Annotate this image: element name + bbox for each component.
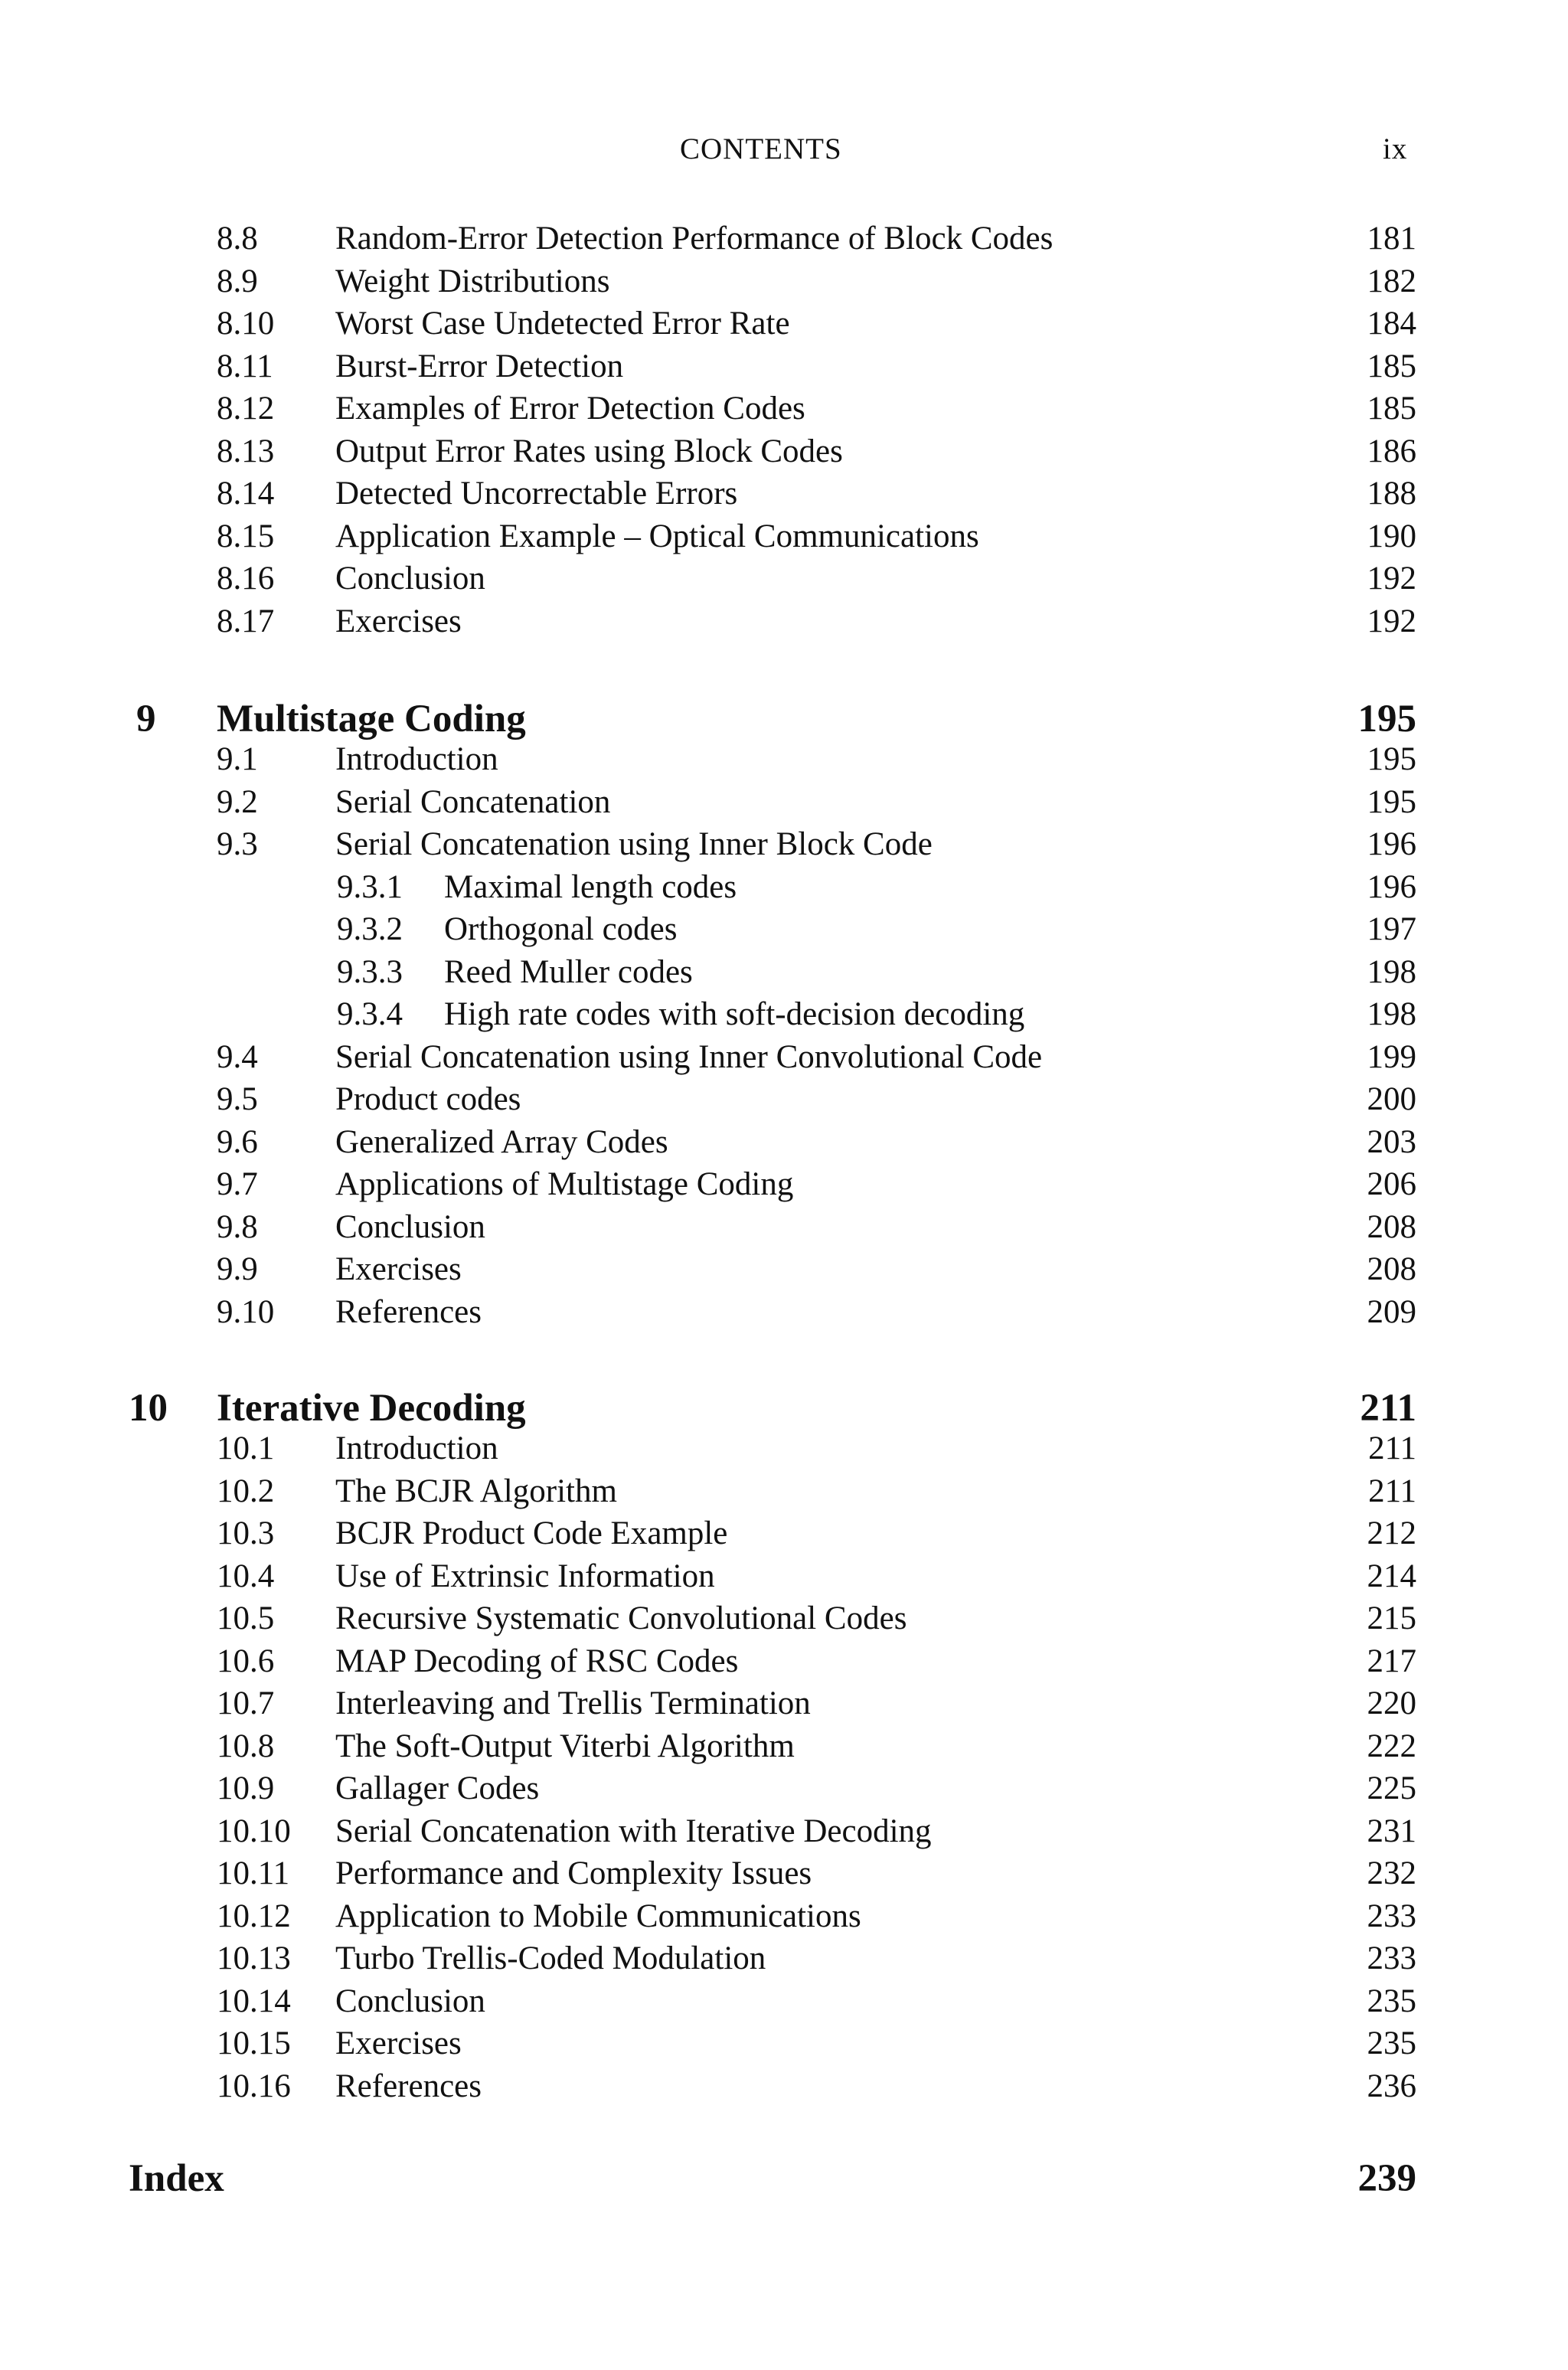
section-number: 8.14 [217, 476, 275, 512]
section-title: Applications of Multistage Coding [335, 1166, 794, 1202]
section-page: 208 [1367, 1208, 1416, 1245]
toc-entry[interactable] [0, 1725, 1416, 1768]
section-page: 232 [1367, 1855, 1416, 1891]
section-title: The BCJR Algorithm [335, 1473, 617, 1509]
section-page: 184 [1367, 306, 1416, 342]
running-header-title: CONTENTS [680, 132, 842, 165]
section-title: Exercises [335, 1251, 462, 1287]
section-page: 206 [1367, 1166, 1416, 1202]
chapter-10-heading[interactable] [0, 1383, 1416, 1433]
section-title: High rate codes with soft-decision decoding [444, 996, 1025, 1032]
section-page: 181 [1367, 221, 1416, 257]
section-page: 233 [1367, 1898, 1416, 1934]
section-title: Introduction [335, 1430, 498, 1466]
section-title: Serial Concatenation with Iterative Decoding [335, 1813, 932, 1849]
section-number: 9.9 [217, 1251, 258, 1287]
toc-entry[interactable] [0, 908, 1416, 951]
section-number: 8.17 [217, 603, 275, 639]
toc-entry[interactable] [0, 1248, 1416, 1291]
section-number: 10.11 [217, 1855, 290, 1891]
section-page: 196 [1367, 826, 1416, 862]
section-page: 212 [1367, 1515, 1416, 1551]
section-page: 208 [1367, 1251, 1416, 1287]
section-number: 8.11 [217, 348, 273, 384]
section-number: 10.12 [217, 1898, 291, 1934]
toc-entry[interactable] [0, 1163, 1416, 1206]
toc-entry[interactable] [0, 866, 1416, 909]
chapter-page: 195 [1357, 698, 1416, 740]
toc-entry[interactable] [0, 1895, 1416, 1938]
section-number: 9.1 [217, 741, 258, 777]
section-number: 10.15 [217, 2025, 291, 2061]
section-title: BCJR Product Code Example [335, 1515, 728, 1551]
section-page: 233 [1367, 1940, 1416, 1976]
toc-entry[interactable] [0, 1597, 1416, 1640]
index-title: Index [129, 2157, 224, 2200]
toc-entry[interactable] [0, 1291, 1416, 1334]
index-page: 239 [1357, 2157, 1416, 2200]
section-number: 10.13 [217, 1940, 291, 1976]
toc-entry[interactable] [0, 387, 1416, 430]
section-title: Use of Extrinsic Information [335, 1558, 715, 1594]
section-number: 8.16 [217, 561, 275, 597]
chapter-number: 10 [129, 1387, 168, 1430]
section-title: References [335, 1293, 482, 1330]
section-title: Examples of Error Detection Codes [335, 391, 805, 427]
section-page: 199 [1367, 1038, 1416, 1075]
section-title: Burst-Error Detection [335, 348, 624, 384]
section-number: 9.7 [217, 1166, 258, 1202]
section-number: 9.3.4 [337, 996, 403, 1032]
section-page: 185 [1367, 348, 1416, 384]
section-page: 200 [1367, 1081, 1416, 1117]
section-number: 9.8 [217, 1208, 258, 1245]
section-title: Exercises [335, 2025, 462, 2061]
section-title: Performance and Complexity Issues [335, 1855, 812, 1891]
section-number: 9.10 [217, 1293, 275, 1330]
section-page: 186 [1367, 433, 1416, 469]
section-title: Weight Distributions [335, 263, 610, 299]
section-page: 192 [1367, 561, 1416, 597]
section-title: Detected Uncorrectable Errors [335, 476, 738, 512]
toc-entry[interactable] [0, 951, 1416, 994]
section-number: 8.15 [217, 518, 275, 554]
chapter-9-heading[interactable] [0, 694, 1416, 744]
section-title: Serial Concatenation using Inner Block Code [335, 826, 933, 862]
section-number: 10.16 [217, 2068, 291, 2104]
section-title: Orthogonal codes [444, 911, 678, 947]
toc-entry[interactable] [0, 1078, 1416, 1121]
section-title: Random-Error Detection Performance of Block Codes [335, 221, 1054, 257]
section-number: 10.10 [217, 1813, 291, 1849]
section-number: 10.14 [217, 1983, 291, 2019]
section-page: 217 [1367, 1643, 1416, 1679]
toc-entry[interactable] [0, 1512, 1416, 1555]
section-title: Worst Case Undetected Error Rate [335, 306, 790, 342]
toc-entry[interactable] [0, 600, 1416, 643]
toc-entry[interactable] [0, 823, 1416, 866]
section-number: 9.6 [217, 1123, 258, 1160]
section-title: Conclusion [335, 1983, 485, 2019]
index-entry[interactable] [0, 2153, 1416, 2204]
section-number: 10.7 [217, 1685, 275, 1721]
section-page: 185 [1367, 391, 1416, 427]
toc-entry[interactable] [0, 1980, 1416, 2023]
section-page: 209 [1367, 1293, 1416, 1330]
section-title: Reed Muller codes [444, 953, 693, 990]
toc-entry[interactable] [0, 1427, 1416, 1470]
section-number: 9.3 [217, 826, 258, 862]
chapter-page: 211 [1360, 1387, 1416, 1430]
section-title: MAP Decoding of RSC Codes [335, 1643, 739, 1679]
toc-entry[interactable] [0, 302, 1416, 345]
chapter-title: Iterative Decoding [217, 1387, 526, 1430]
section-title: Application Example – Optical Communications [335, 518, 979, 554]
section-title: Conclusion [335, 561, 485, 597]
section-number: 9.5 [217, 1081, 258, 1117]
section-number: 10.1 [217, 1430, 275, 1466]
section-title: Output Error Rates using Block Codes [335, 433, 843, 469]
toc-entry[interactable] [0, 1121, 1416, 1164]
section-page: 211 [1368, 1473, 1416, 1509]
section-title: Turbo Trellis-Coded Modulation [335, 1940, 766, 1976]
section-page: 195 [1367, 741, 1416, 777]
toc-entry[interactable] [0, 781, 1416, 824]
section-title: Gallager Codes [335, 1770, 540, 1806]
section-page: 225 [1367, 1770, 1416, 1806]
section-number: 8.12 [217, 391, 275, 427]
section-page: 235 [1367, 1983, 1416, 2019]
toc-entry[interactable] [0, 1555, 1416, 1598]
section-title: Exercises [335, 603, 462, 639]
section-number: 8.13 [217, 433, 275, 469]
section-page: 198 [1367, 953, 1416, 990]
toc-entry[interactable] [0, 2022, 1416, 2065]
section-number: 9.3.2 [337, 911, 403, 947]
section-title: Generalized Array Codes [335, 1123, 668, 1160]
section-number: 10.3 [217, 1515, 275, 1551]
section-number: 8.9 [217, 263, 258, 299]
section-title: Recursive Systematic Convolutional Codes [335, 1600, 907, 1636]
toc-entry[interactable] [0, 993, 1416, 1036]
section-title: Maximal length codes [444, 868, 737, 905]
section-number: 8.10 [217, 306, 275, 342]
toc-entry[interactable] [0, 1640, 1416, 1683]
section-title: The Soft-Output Viterbi Algorithm [335, 1728, 795, 1764]
section-page: 192 [1367, 603, 1416, 639]
toc-entry[interactable] [0, 1767, 1416, 1810]
toc-entry[interactable] [0, 1206, 1416, 1249]
section-page: 211 [1368, 1430, 1416, 1466]
toc-entry[interactable] [0, 2065, 1416, 2108]
toc-entry[interactable] [0, 1470, 1416, 1513]
section-number: 10.8 [217, 1728, 275, 1764]
toc-entry[interactable] [0, 430, 1416, 473]
section-number: 10.4 [217, 1558, 275, 1594]
section-title: Introduction [335, 741, 498, 777]
toc-entry[interactable] [0, 738, 1416, 781]
section-title: Application to Mobile Communications [335, 1898, 861, 1934]
section-number: 10.6 [217, 1643, 275, 1679]
section-page: 231 [1367, 1813, 1416, 1849]
toc-entry[interactable] [0, 260, 1416, 303]
section-page: 196 [1367, 868, 1416, 905]
toc-entry[interactable] [0, 217, 1416, 260]
section-page: 220 [1367, 1685, 1416, 1721]
chapter-title: Multistage Coding [217, 698, 526, 740]
section-page: 214 [1367, 1558, 1416, 1594]
chapter-number: 9 [136, 698, 156, 740]
section-page: 215 [1367, 1600, 1416, 1636]
section-page: 198 [1367, 996, 1416, 1032]
section-number: 9.3.1 [337, 868, 403, 905]
running-header-page-number: ix [1383, 132, 1408, 165]
toc-entry[interactable] [0, 1682, 1416, 1725]
toc-entry[interactable] [0, 557, 1416, 600]
section-title: Conclusion [335, 1208, 485, 1245]
section-page: 188 [1367, 476, 1416, 512]
section-page: 197 [1367, 911, 1416, 947]
toc-entry[interactable] [0, 1852, 1416, 1895]
toc-entry[interactable] [0, 1810, 1416, 1853]
section-number: 8.8 [217, 221, 258, 257]
toc-entry[interactable] [0, 1937, 1416, 1980]
section-title: Product codes [335, 1081, 521, 1117]
toc-entry[interactable] [0, 515, 1416, 558]
section-page: 195 [1367, 783, 1416, 820]
section-title: Serial Concatenation using Inner Convolutional Code [335, 1038, 1043, 1075]
section-number: 9.3.3 [337, 953, 403, 990]
section-number: 9.4 [217, 1038, 258, 1075]
section-number: 10.9 [217, 1770, 275, 1806]
toc-entry[interactable] [0, 472, 1416, 515]
section-number: 10.5 [217, 1600, 275, 1636]
section-page: 182 [1367, 263, 1416, 299]
section-page: 190 [1367, 518, 1416, 554]
toc-entry[interactable] [0, 1036, 1416, 1079]
section-page: 235 [1367, 2025, 1416, 2061]
section-page: 222 [1367, 1728, 1416, 1764]
section-title: Serial Concatenation [335, 783, 611, 820]
section-page: 203 [1367, 1123, 1416, 1160]
section-title: References [335, 2068, 482, 2104]
toc-entry[interactable] [0, 345, 1416, 388]
section-page: 236 [1367, 2068, 1416, 2104]
section-title: Interleaving and Trellis Termination [335, 1685, 811, 1721]
section-number: 10.2 [217, 1473, 275, 1509]
section-number: 9.2 [217, 783, 258, 820]
